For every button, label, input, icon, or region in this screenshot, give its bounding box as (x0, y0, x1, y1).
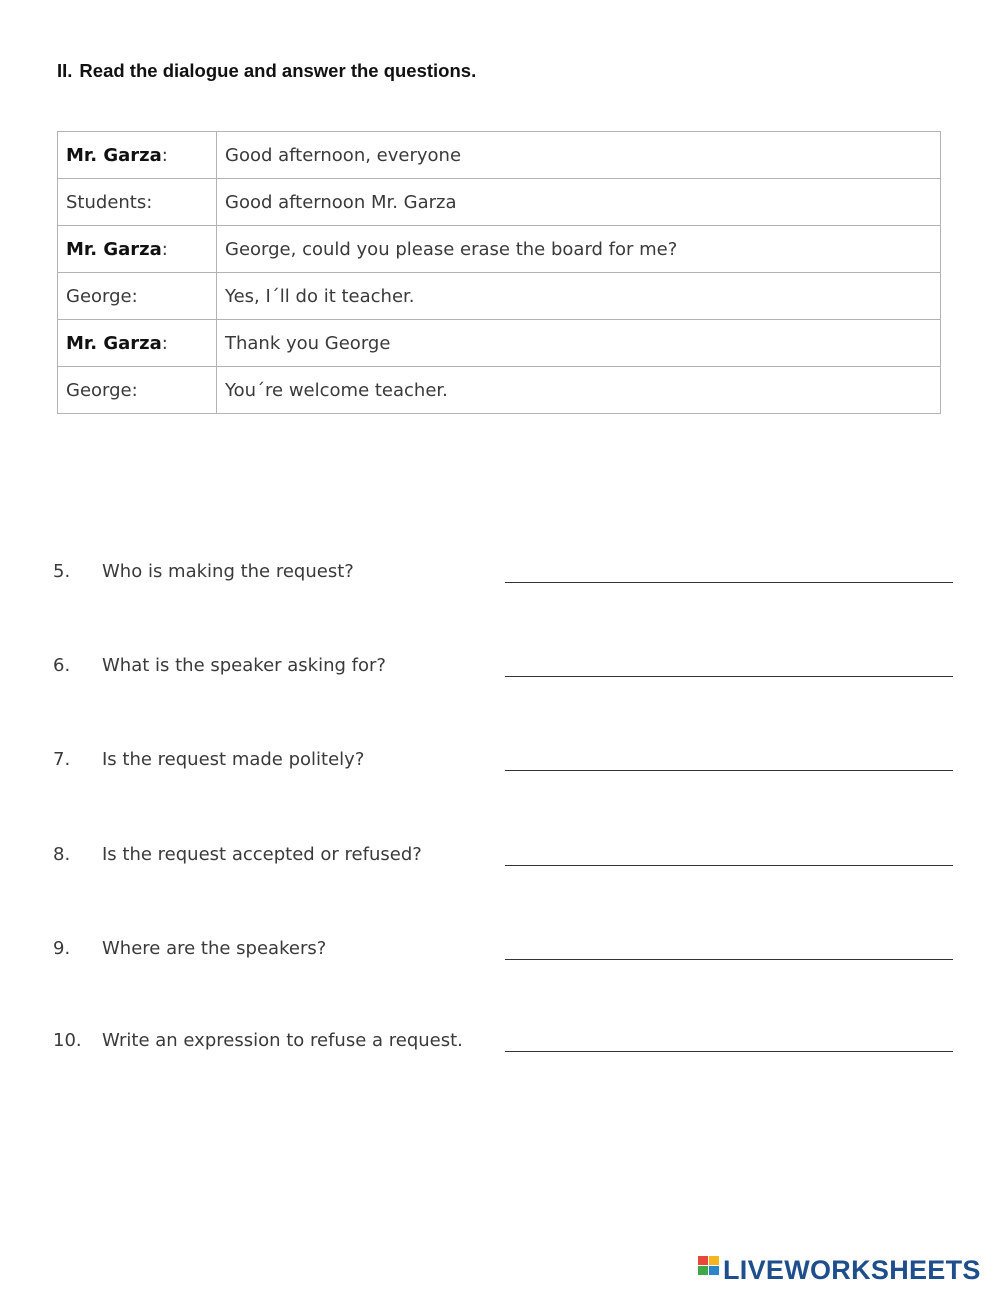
answer-line[interactable] (505, 770, 953, 771)
speaker-suffix: : (161, 332, 168, 354)
brand-name: LIVEWORKSHEETS (723, 1254, 981, 1285)
question-number: 5. (53, 561, 71, 582)
speaker-name: Students: (66, 191, 153, 213)
question-text: Who is making the request? (102, 561, 354, 582)
dialogue-line: George, could you please erase the board for me? (217, 226, 941, 273)
section-heading (57, 60, 476, 82)
answer-line[interactable] (505, 582, 953, 583)
question-text: Where are the speakers? (102, 938, 327, 959)
speaker-name: Mr. Garza (66, 144, 162, 166)
section-number: II. (57, 60, 73, 81)
speaker-suffix: : (161, 144, 168, 166)
question-number: 7. (53, 749, 71, 770)
liveworksheets-logo (698, 1253, 981, 1287)
speaker-name: George: (66, 379, 138, 401)
logo-block (698, 1266, 708, 1275)
dialogue-row (58, 273, 941, 320)
speaker-cell (58, 132, 217, 179)
dialogue-row (58, 132, 941, 179)
dialogue-line: You´re welcome teacher. (217, 367, 941, 414)
speaker-cell (58, 226, 217, 273)
section-title: Read the dialogue and answer the questions. (79, 60, 477, 81)
question-item (0, 655, 1000, 685)
speaker-cell (58, 179, 217, 226)
question-item (0, 938, 1000, 968)
question-number: 6. (53, 655, 71, 676)
question-item (0, 561, 1000, 591)
question-text: What is the speaker asking for? (102, 655, 386, 676)
dialogue-line: Good afternoon Mr. Garza (217, 179, 941, 226)
dialogue-row (58, 320, 941, 367)
answer-line[interactable] (505, 959, 953, 960)
logo-block (709, 1266, 719, 1275)
question-item (0, 844, 1000, 874)
question-number: 9. (53, 938, 71, 959)
question-item (0, 1030, 1000, 1060)
logo-blocks-icon (698, 1256, 720, 1284)
dialogue-row (58, 367, 941, 414)
question-number: 8. (53, 844, 71, 865)
question-text: Write an expression to refuse a request. (102, 1030, 463, 1051)
question-text: Is the request accepted or refused? (102, 844, 422, 865)
logo-block (698, 1256, 708, 1265)
dialogue-row (58, 226, 941, 273)
dialogue-row (58, 179, 941, 226)
answer-line[interactable] (505, 1051, 953, 1052)
answer-line[interactable] (505, 865, 953, 866)
question-number: 10. (53, 1030, 82, 1051)
speaker-cell (58, 273, 217, 320)
speaker-suffix: : (161, 238, 168, 260)
question-item (0, 749, 1000, 779)
answer-line[interactable] (505, 676, 953, 677)
speaker-cell (58, 367, 217, 414)
dialogue-line: Thank you George (217, 320, 941, 367)
speaker-name: Mr. Garza (66, 332, 162, 354)
speaker-name: George: (66, 285, 138, 307)
question-text: Is the request made politely? (102, 749, 365, 770)
dialogue-table (57, 131, 941, 414)
speaker-name: Mr. Garza (66, 238, 162, 260)
dialogue-line: Good afternoon, everyone (217, 132, 941, 179)
speaker-cell (58, 320, 217, 367)
dialogue-line: Yes, I´ll do it teacher. (217, 273, 941, 320)
logo-block (709, 1256, 719, 1265)
